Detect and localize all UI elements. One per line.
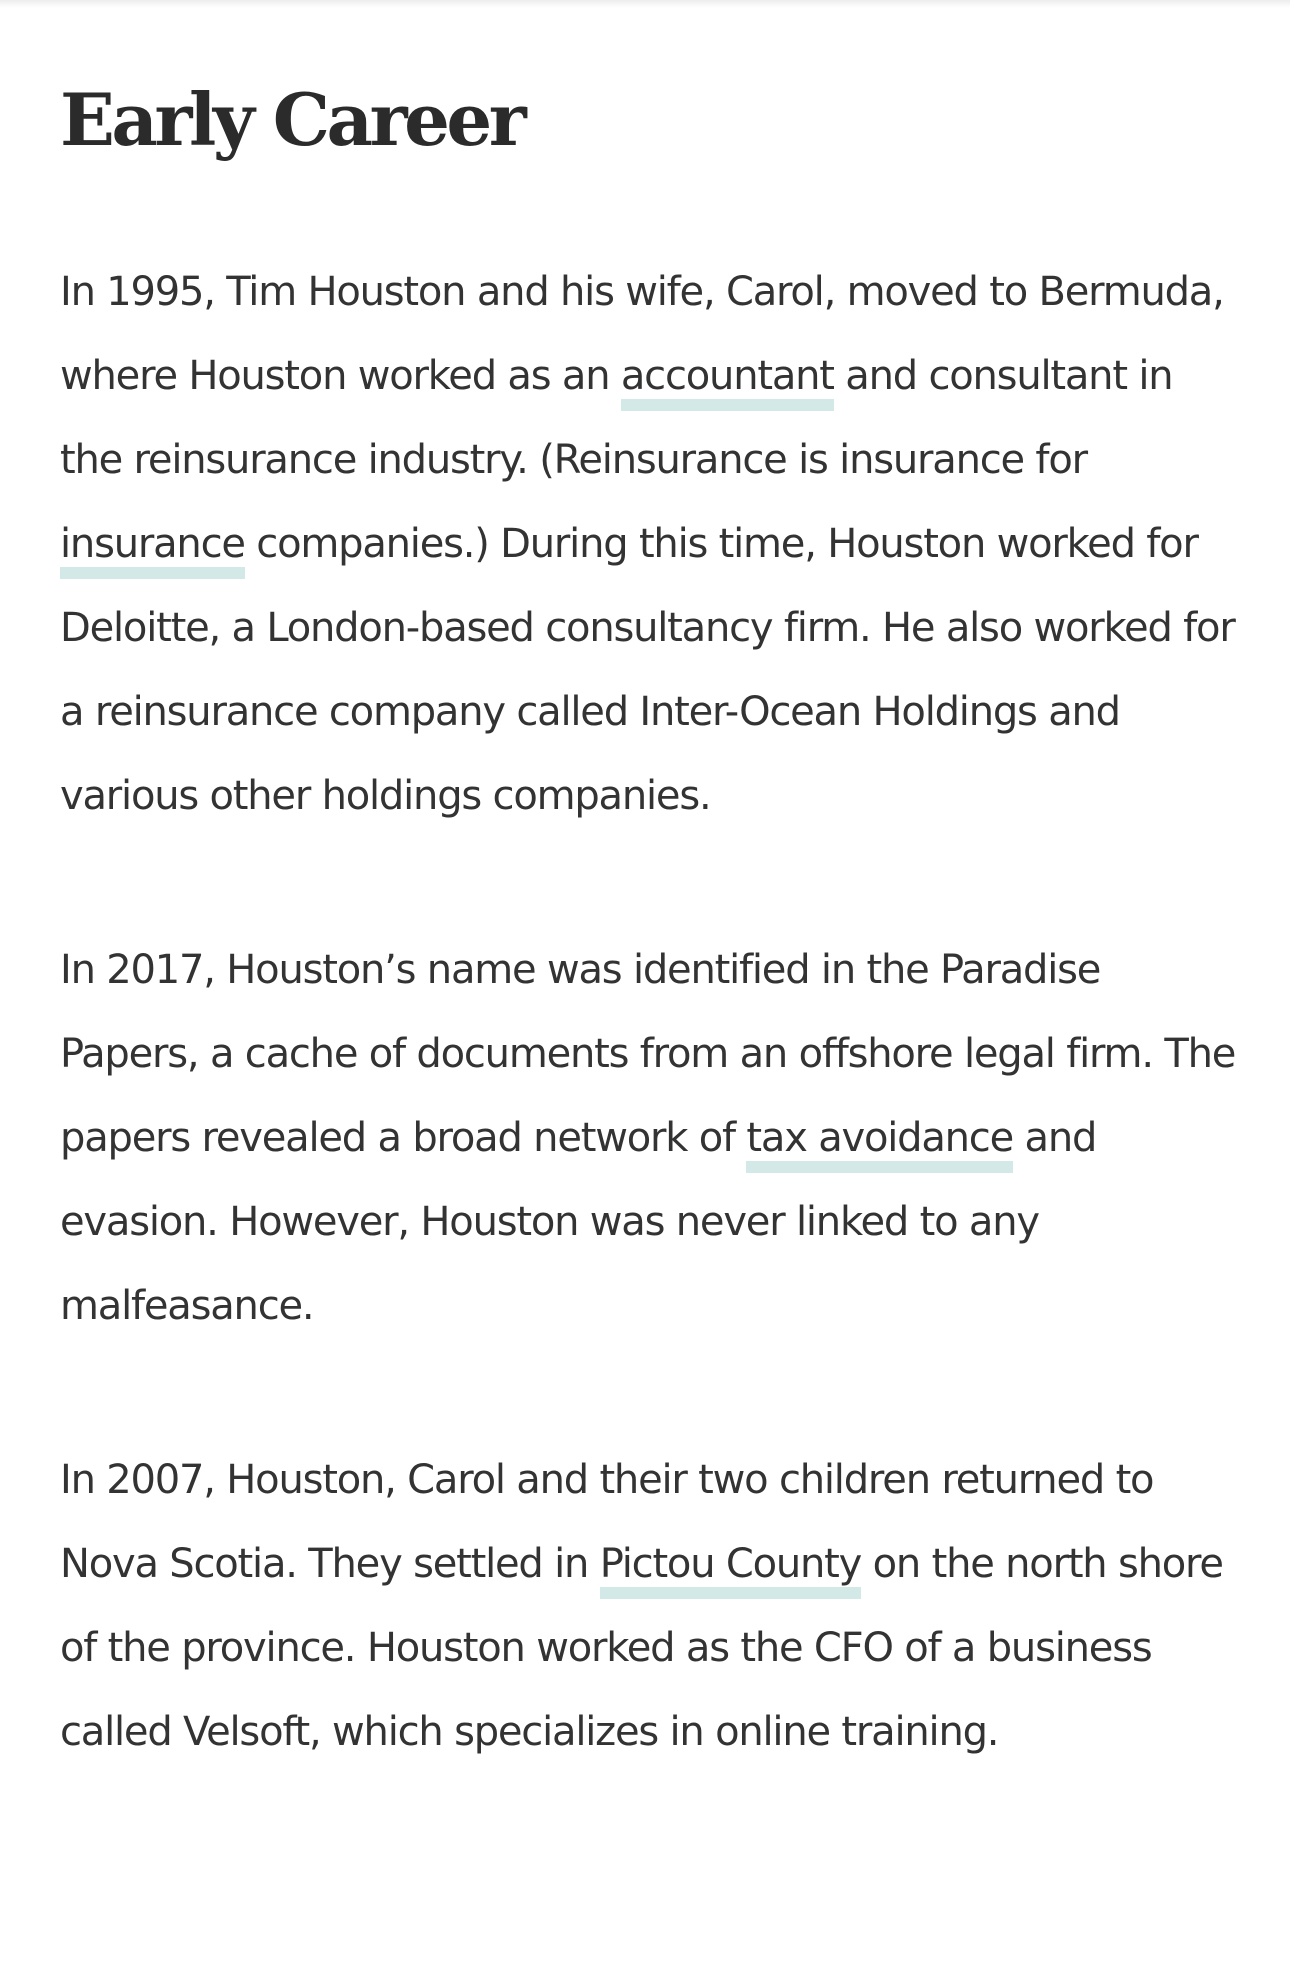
- link-accountant[interactable]: accountant: [621, 353, 834, 411]
- paragraph-paradise-papers: [60, 928, 1240, 1348]
- paragraph-text: companies.) During this time, Houston worked for Deloitte, a London-based consultancy firm. He also worked for a reinsurance company called Inter-Ocean Holdings and various other holdings companies.: [60, 521, 1235, 819]
- link-tax-avoidance[interactable]: tax avoidance: [746, 1115, 1013, 1173]
- paragraph-bermuda: [60, 250, 1240, 838]
- paragraph-nova-scotia: [60, 1438, 1240, 1774]
- section-heading: Early Career: [60, 77, 524, 162]
- article-section: [60, 70, 1240, 1774]
- paragraph-text: and evasion. However, Houston was never linked to any malfeasance.: [60, 1115, 1097, 1329]
- paragraph-text: and consultant in the reinsurance industry. (Reinsurance is insurance for: [60, 353, 1173, 483]
- top-edge-shadow: [0, 0, 1290, 8]
- link-insurance[interactable]: insurance: [60, 521, 245, 579]
- paragraph-text: on the north shore of the province. Houston worked as the CFO of a business called Velsoft, which specializes in online training.: [60, 1541, 1223, 1755]
- paragraph-text: In 2007, Houston, Carol and their two children returned to Nova Scotia. They settled in: [60, 1457, 1154, 1587]
- link-pictou-county[interactable]: Pictou County: [600, 1541, 861, 1599]
- paragraph-text: In 2017, Houston’s name was identified in the Paradise Papers, a cache of documents from an offshore legal firm. The papers revealed a broad network of: [60, 947, 1236, 1161]
- paragraph-text: In 1995, Tim Houston and his wife, Carol, moved to Bermuda, where Houston worked as an: [60, 269, 1224, 399]
